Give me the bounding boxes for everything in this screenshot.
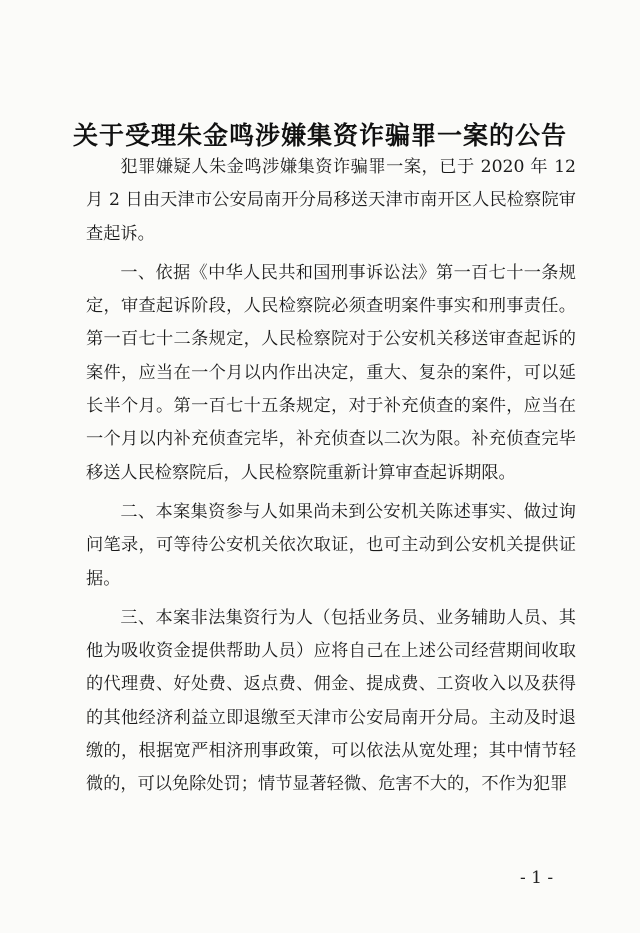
- page-number: - 1 -: [520, 868, 554, 888]
- paragraph-one: 一、依据《中华人民共和国刑事诉讼法》第一百七十一条规定，审查起诉阶段，人民检察院必须查明案件事实和刑事责任。第一百七十二条规定，人民检察院对于公安机关移送审查起诉的案件，应当在一个月以内作出决定，重大、复杂的案件，可以延长半个月。第一百七十五条规定，对于补充侦查的案件，应当在一个月以内补充侦查完毕，补充侦查以二次为限。补充侦查完毕移送人民检察院后，人民检察院重新计算审查起诉期限。: [86, 262, 576, 483]
- document-body: [86, 151, 576, 802]
- paragraph-intro: 犯罪嫌疑人朱金鸣涉嫌集资诈骗罪一案，已于 2020 年 12 月 2 日由天津市公安局南开分局移送天津市南开区人民检察院审查起诉。: [86, 157, 576, 244]
- paragraph-two: 二、本案集资参与人如果尚未到公安机关陈述事实、做过询问笔录，可等待公安机关依次取证，也可主动到公安机关提供证据。: [86, 501, 576, 589]
- paragraph-three: 三、本案非法集资行为人（包括业务员、业务辅助人员、其他为吸收资金提供帮助人员）应将自己在上述公司经营期间收取的代理费、好处费、返点费、佣金、提成费、工资收入以及获得的其他经济利益立即退缴至天津市公安局南开分局。主动及时退缴的，根据宽严相济刑事政策，可以依法从宽处理；其中情节轻微的，可以免除处罚；情节显著轻微、危害不大的，不作为犯罪: [86, 607, 576, 795]
- page-title: 关于受理朱金鸣涉嫌集资诈骗罪一案的公告: [72, 121, 567, 150]
